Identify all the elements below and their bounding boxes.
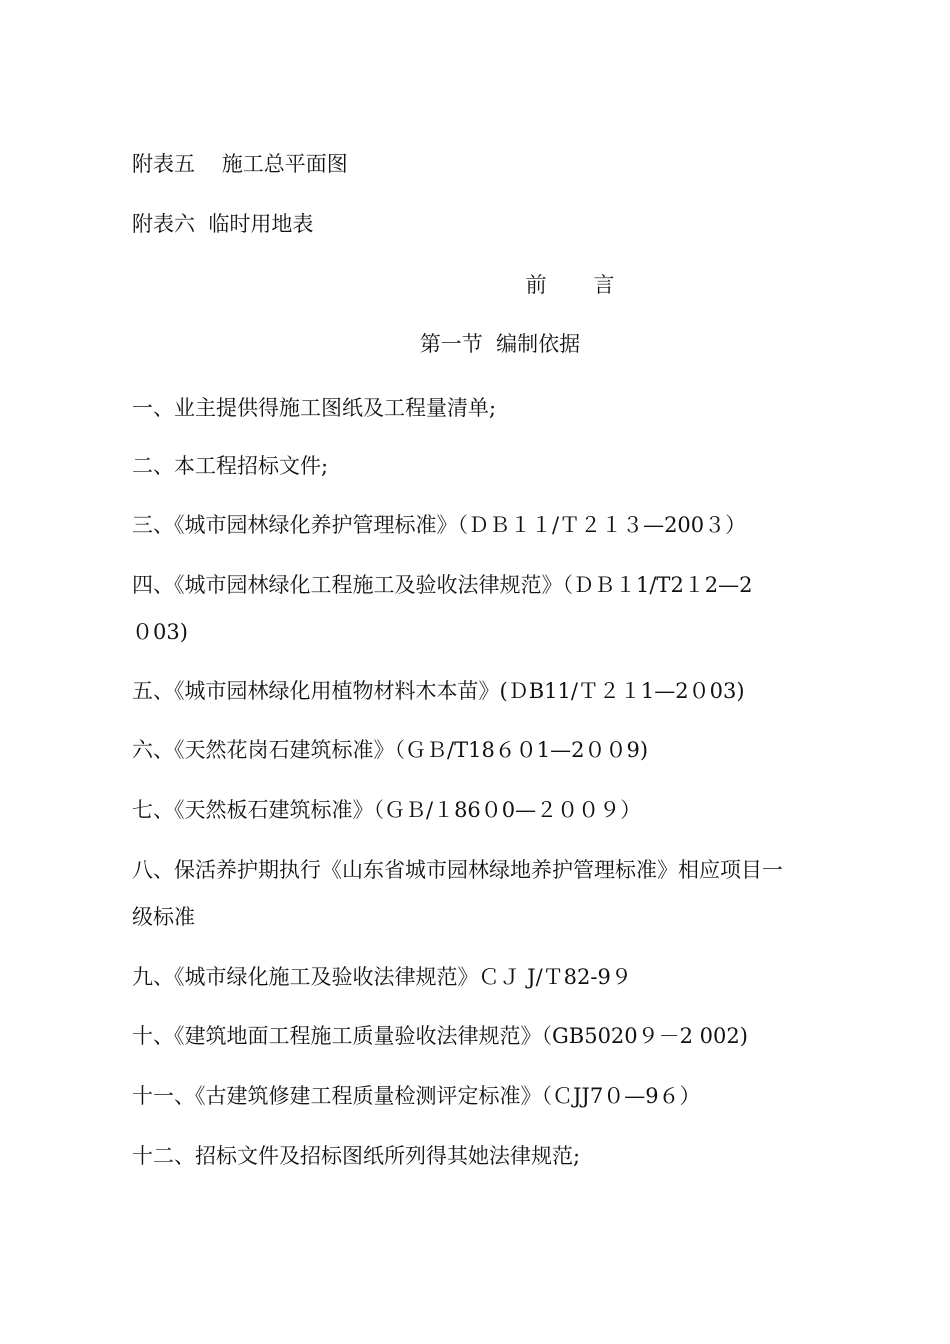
appendix-item-5: 附表五 施工总平面图 [132,152,348,176]
preface-title: 前 言 [525,273,615,297]
basis-item-9: 九、《城市绿化施工及验收法律规范》ＣＪ J/Ｔ82-9９ [132,965,632,989]
basis-item-6: 六、《天然花岗石建筑标准》（ＧＢ/T18６０1—2００9) [132,738,649,762]
basis-item-11: 十一、《古建筑修建工程质量检测评定标准》（ＣJJ7０—9６） [132,1084,701,1108]
section-title: 第一节 编制依据 [419,332,581,356]
basis-item-7: 七、《天然板石建筑标准》（ＧＢ/１86０0—２００９） [132,798,642,822]
basis-item-5: 五、《城市园林绿化用植物材料木本苗》(ＤB11/Ｔ２１1—2０03) [132,679,745,703]
basis-item-2: 二、本工程招标文件; [132,454,329,478]
basis-item-12: 十二、招标文件及招标图纸所列得其她法律规范; [132,1144,581,1168]
basis-item-8-continued: 级标准 [132,905,195,929]
basis-item-3: 三、《城市园林绿化养护管理标准》（ＤＢ１１/Ｔ２１３—200３） [132,513,747,537]
appendix-item-6: 附表六 临时用地表 [132,212,314,236]
basis-item-1: 一、业主提供得施工图纸及工程量清单; [132,396,497,420]
basis-item-4-continued: ０03) [132,620,188,644]
basis-item-4: 四、《城市园林绿化工程施工及验收法律规范》（ＤＢ１1/T2１2—2 [132,573,753,597]
basis-item-8: 八、保活养护期执行《山东省城市园林绿地养护管理标准》相应项目一 [132,858,783,882]
basis-item-10: 十、《建筑地面工程施工质量验收法律规范》（GB5020９－2 002) [132,1024,748,1048]
